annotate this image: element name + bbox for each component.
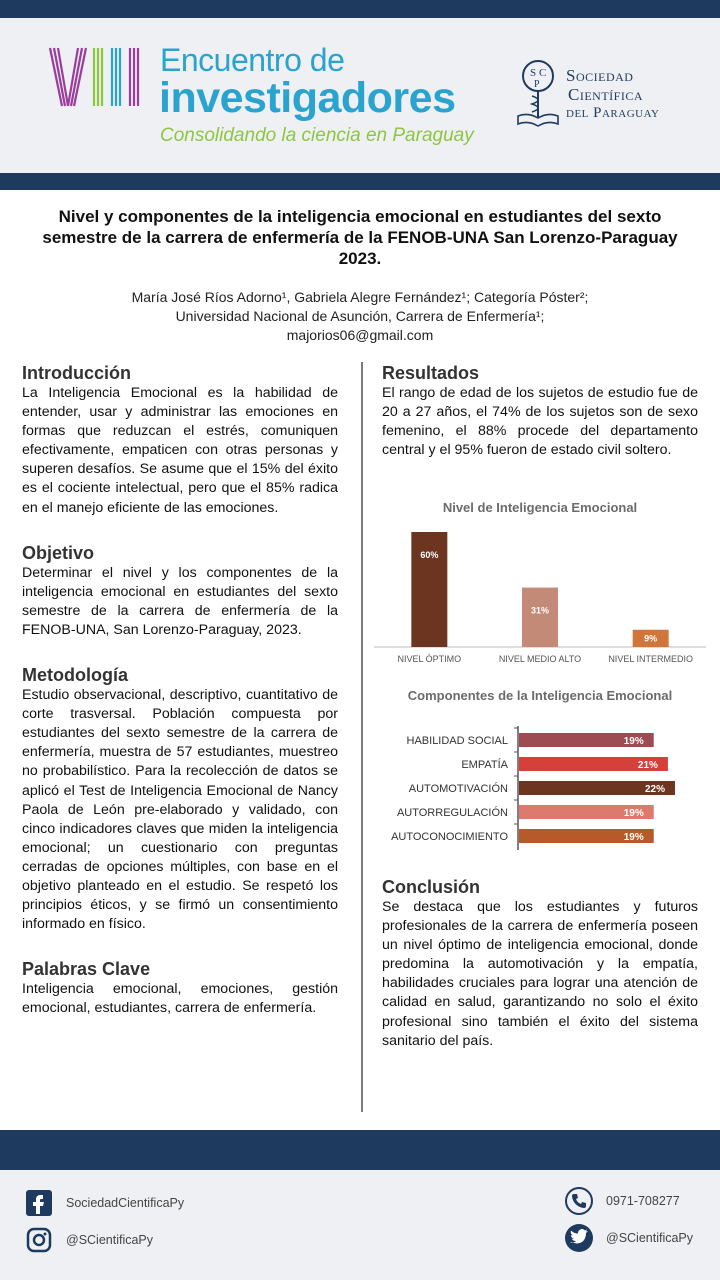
footer-facebook[interactable]	[24, 1188, 184, 1218]
section-heading: Resultados	[382, 363, 480, 383]
category-label: HABILIDAD SOCIAL	[406, 735, 508, 747]
svg-text:C: C	[539, 67, 547, 79]
section-text: Determinar el nivel y los componentes de la inteligencia emocional en estudiantes del sexto semestre de la carrera de enfermería de la FENOB-UNA, San Lorenzo-Paraguay, 2023.	[22, 564, 338, 638]
section-heading: Introducción	[22, 363, 131, 383]
bar-value-label: 19%	[623, 832, 644, 843]
section-heading: Metodología	[22, 665, 128, 686]
event-title-line1: Encuentro de	[160, 42, 345, 78]
svg-text:S: S	[530, 67, 537, 79]
footer	[0, 1170, 720, 1280]
section-objetivo	[22, 542, 338, 640]
event-tagline: Consolidando la ciencia en Paraguay	[160, 125, 474, 146]
section-metodologia	[22, 664, 338, 934]
category-label: EMPATÍA	[461, 759, 508, 771]
bar-value-label: 31%	[530, 605, 550, 616]
viii-logo-mark	[48, 46, 148, 108]
category-label: NIVEL INTERMEDIO	[608, 654, 694, 664]
category-label: AUTOCONOCIMIENTO	[391, 831, 508, 843]
contact-email: majorios06@gmail.com	[286, 327, 434, 343]
bar-value-label: 19%	[623, 736, 644, 747]
twitter-icon	[564, 1223, 594, 1253]
svg-text:P: P	[534, 79, 540, 90]
bar-value-label: 9%	[644, 633, 658, 644]
section-resultados	[382, 362, 698, 460]
phone-icon	[564, 1186, 594, 1216]
phone-number: 0971-708277	[606, 1194, 680, 1208]
left-column	[22, 362, 338, 1018]
bar-value-label: 19%	[623, 808, 644, 819]
section-text: Se destaca que los estudiantes y futuros profesionales de la carrera de enfermería poseen un nivel óptimo de inteligencia emocional, donde predomina la automotivación y la empatía, habilidades cruciales para lograr una atención de calidad en salud, garantizando no solo el éxito profesional sino también el éxito del sistema sanitario del país.	[382, 899, 698, 1049]
society-name-line2: Científica	[568, 85, 643, 104]
column-divider	[361, 362, 363, 1112]
chart-componentes-inteligencia	[370, 722, 710, 854]
footer-instagram[interactable]	[24, 1225, 153, 1255]
affiliation-line: Universidad Nacional de Asunción, Carrera de Enfermería¹;	[175, 308, 545, 324]
section-text: Estudio observacional, descriptivo, cuantitativo de corte trasversal. Población compuesta por estudiantes del sexto semestre de la carrera de enfermería, muestra de 57 estudiantes, muestreo no probabilístico. Para la recolección de datos se aplicó el Test de Inteligencia Emocional de Nancy Paola de León pre-elaborado y validado, con cinco indicadores claves que miden la inteligencia emocional; un cuestionario con preguntas cerradas de opciones múltiples, con base en el objetivo planteado en el estudio. Se respetó los principios éticos, y se firmó un consentimiento informado en físico.	[22, 687, 338, 933]
society-emblem-icon	[516, 58, 560, 130]
chart-componentes-title: Componentes de la Inteligencia Emocional	[407, 688, 673, 703]
section-conclusion	[382, 876, 698, 1051]
chart-nivel-inteligencia	[370, 520, 710, 670]
category-label: NIVEL MEDIO ALTO	[498, 654, 582, 664]
section-heading: Palabras Clave	[22, 959, 151, 980]
footer-top-bar	[0, 1130, 720, 1170]
authors-line: María José Ríos Adorno¹, Gabriela Alegre Fernández¹; Categoría Póster²;	[131, 289, 589, 305]
category-label: AUTORREGULACIÓN	[396, 807, 508, 819]
bar-value-label: 60%	[420, 550, 439, 560]
header-top-bar	[0, 0, 720, 18]
section-heading: Objetivo	[22, 542, 95, 563]
society-name-line1: Sociedad	[566, 66, 634, 85]
chart-nivel-title: Nivel de Inteligencia Emocional	[442, 500, 638, 515]
society-name	[566, 66, 659, 123]
bar-value-label: 21%	[637, 760, 658, 771]
event-title-line2: investigadores	[159, 74, 456, 122]
header-bottom-bar	[0, 173, 720, 190]
society-name-line3: del Paraguay	[566, 105, 660, 121]
poster-title: Nivel y componentes de la inteligencia emocional en estudiantes del sexto semestre de la carrera de enfermería de la FENOB-UNA San Lorenzo-Paraguay 2023.	[42, 207, 678, 268]
facebook-handle: SociedadCientificaPy	[66, 1196, 185, 1210]
section-introduccion	[22, 362, 338, 518]
section-text: Inteligencia emocional, emociones, gestión emocional, estudiantes, carrera de enfermería.	[22, 981, 338, 1017]
footer-twitter[interactable]	[564, 1223, 693, 1253]
bar	[522, 588, 558, 647]
footer-phone[interactable]	[564, 1186, 680, 1216]
category-label: NIVEL ÓPTIMO	[397, 654, 462, 664]
section-heading: Conclusión	[382, 877, 480, 897]
section-palabras-clave	[22, 958, 338, 1018]
authors-block	[20, 288, 700, 345]
instagram-icon	[24, 1225, 54, 1255]
bar-value-label: 22%	[644, 784, 665, 795]
twitter-handle: @SCientificaPy	[606, 1231, 694, 1245]
category-label: AUTOMOTIVACIÓN	[408, 783, 508, 795]
instagram-handle: @SCientificaPy	[66, 1233, 154, 1247]
facebook-icon	[24, 1188, 54, 1218]
section-text: La Inteligencia Emocional es la habilidad de entender, usar y administrar las emociones en formas que reduzcan el estrés, comuniquen efectivamente, empaticen con otras personas y superen desafíos. Se asume que el 15% del éxito es el cociente intelectual, pero que el 85% radica en el manejo eficiente de las emociones.	[22, 385, 338, 516]
section-text: El rango de edad de los sujetos de estudio fue de 20 a 27 años, el 74% de los sujetos son de sexo femenino, el 88% procede del departamento central y el 95% fueron de estado civil soltero.	[382, 385, 698, 459]
